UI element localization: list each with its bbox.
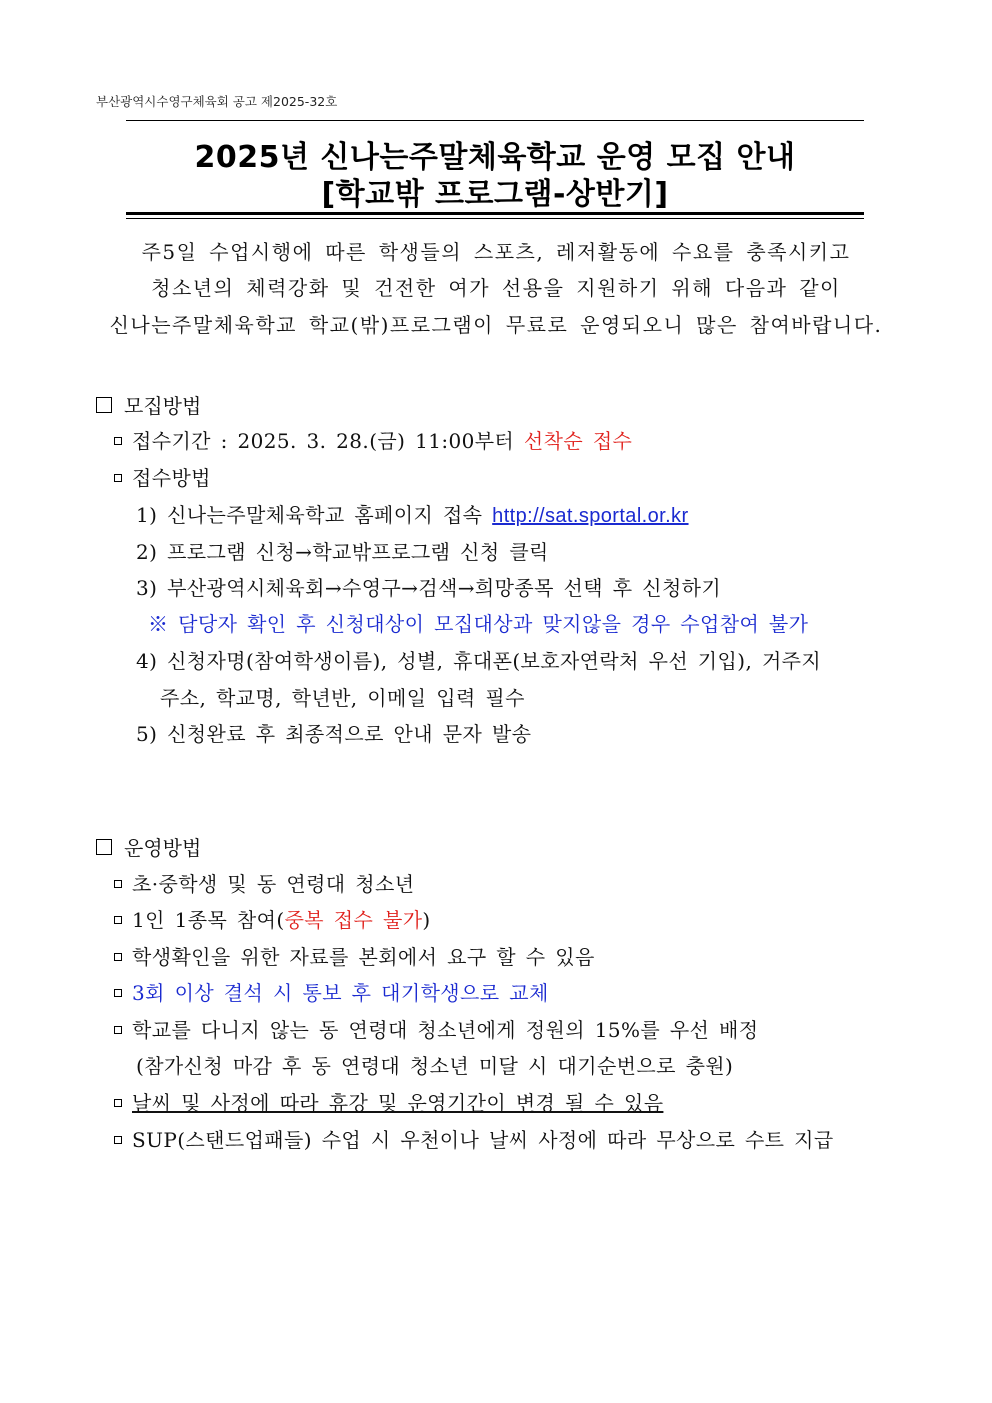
small-square-bullet-icon [114, 1026, 122, 1034]
section-recruit-heading [96, 390, 201, 419]
small-square-bullet-icon [114, 1099, 122, 1107]
operate-item-4 [114, 977, 549, 1006]
recruit-note: ※ 담당자 확인 후 신청대상이 모집대상과 맞지않을 경우 수업참여 불가 [148, 612, 809, 636]
recruit-step-3: 3) 부산광역시체육회→수영구→검색→희망종목 선택 후 신청하기 [136, 576, 722, 600]
small-square-bullet-icon [114, 1136, 122, 1144]
square-bullet-icon [96, 839, 112, 855]
operate-item-1-text: 초·중학생 및 동 연령대 청소년 [132, 872, 415, 896]
small-square-bullet-icon [114, 474, 122, 482]
operate-item-6 [114, 1087, 663, 1116]
operate-item-3 [114, 941, 595, 970]
recruit-period [114, 425, 632, 454]
small-square-bullet-icon [114, 989, 122, 997]
intro-line-2: 청소년의 체력강화 및 건전한 여가 선용을 지원하기 위해 다음과 같이 [151, 276, 841, 300]
operate-item-6-text: 날씨 및 사정에 따라 휴강 및 운영기간이 변경 될 수 있음 [132, 1091, 664, 1115]
operate-item-7-text: SUP(스탠드업패들) 수업 시 우천이나 날씨 사정에 따라 무상으로 수트 지급 [132, 1128, 834, 1152]
operate-item-5-line-2: (참가신청 마감 후 동 연령대 청소년 미달 시 대기순번으로 충원) [136, 1054, 734, 1078]
page-title: 2025년 신나는주말체육학교 운영 모집 안내 [194, 140, 796, 175]
operate-item-3-text: 학생확인을 위한 자료를 본회에서 요구 할 수 있음 [132, 945, 595, 969]
intro-line-1: 주5일 수업시행에 따른 학생들의 스포츠, 레저활동에 수요를 충족시키고 [141, 240, 851, 264]
operate-item-5-text: 학교를 다니지 않는 동 연령대 청소년에게 정원의 15%를 우선 배정 [132, 1018, 759, 1042]
title-double-rule-thin [126, 218, 864, 219]
section-operate-title: 운영방법 [124, 836, 202, 860]
operate-item-1 [114, 868, 414, 897]
small-square-bullet-icon [114, 953, 122, 961]
page-subtitle: [학교밖 프로그램-상반기] [321, 177, 669, 212]
operate-item-5 [114, 1014, 758, 1043]
recruit-step-1-text: 1) 신나는주말체육학교 홈페이지 접속 [136, 503, 493, 527]
operate-item-2-text: 1인 1종목 참여( [132, 908, 285, 932]
recruit-period-text: 접수기간 : 2025. 3. 28.(금) 11:00부터 [132, 429, 524, 453]
operate-item-2-suffix: ) [422, 908, 431, 932]
notice-number: 부산광역시수영구체육회 공고 제2025-32호 [96, 94, 338, 109]
recruit-step-1 [136, 499, 689, 528]
recruit-method [114, 462, 211, 491]
recruit-step-4-line-1: 4) 신청자명(참여학생이름), 성별, 휴대폰(보호자연락처 우선 기입), 거주지 [136, 649, 822, 673]
small-square-bullet-icon [114, 880, 122, 888]
recruit-step-5: 5) 신청완료 후 최종적으로 안내 문자 발송 [136, 722, 532, 746]
recruit-step-2: 2) 프로그램 신청→학교밖프로그램 신청 클릭 [136, 540, 549, 564]
section-recruit-title: 모집방법 [124, 394, 202, 418]
small-square-bullet-icon [114, 916, 122, 924]
section-operate-heading [96, 832, 201, 861]
intro-line-3: 신나는주말체육학교 학교(밖)프로그램이 무료로 운영되오니 많은 참여바랍니다. [109, 313, 883, 337]
title-double-rule-thick [126, 212, 864, 215]
top-rule [126, 120, 864, 121]
recruit-step-4-line-2: 주소, 학교명, 학년반, 이메일 입력 필수 [160, 686, 525, 710]
homepage-link[interactable]: http://sat.sportal.or.kr [492, 505, 689, 527]
recruit-period-highlight: 선착순 접수 [523, 429, 633, 453]
operate-item-2-highlight: 중복 접수 불가 [284, 908, 423, 932]
operate-item-2 [114, 904, 431, 933]
operate-item-4-text: 3회 이상 결석 시 통보 후 대기학생으로 교체 [132, 981, 549, 1005]
operate-item-7 [114, 1124, 834, 1153]
recruit-method-label: 접수방법 [132, 466, 211, 490]
small-square-bullet-icon [114, 437, 122, 445]
square-bullet-icon [96, 397, 112, 413]
